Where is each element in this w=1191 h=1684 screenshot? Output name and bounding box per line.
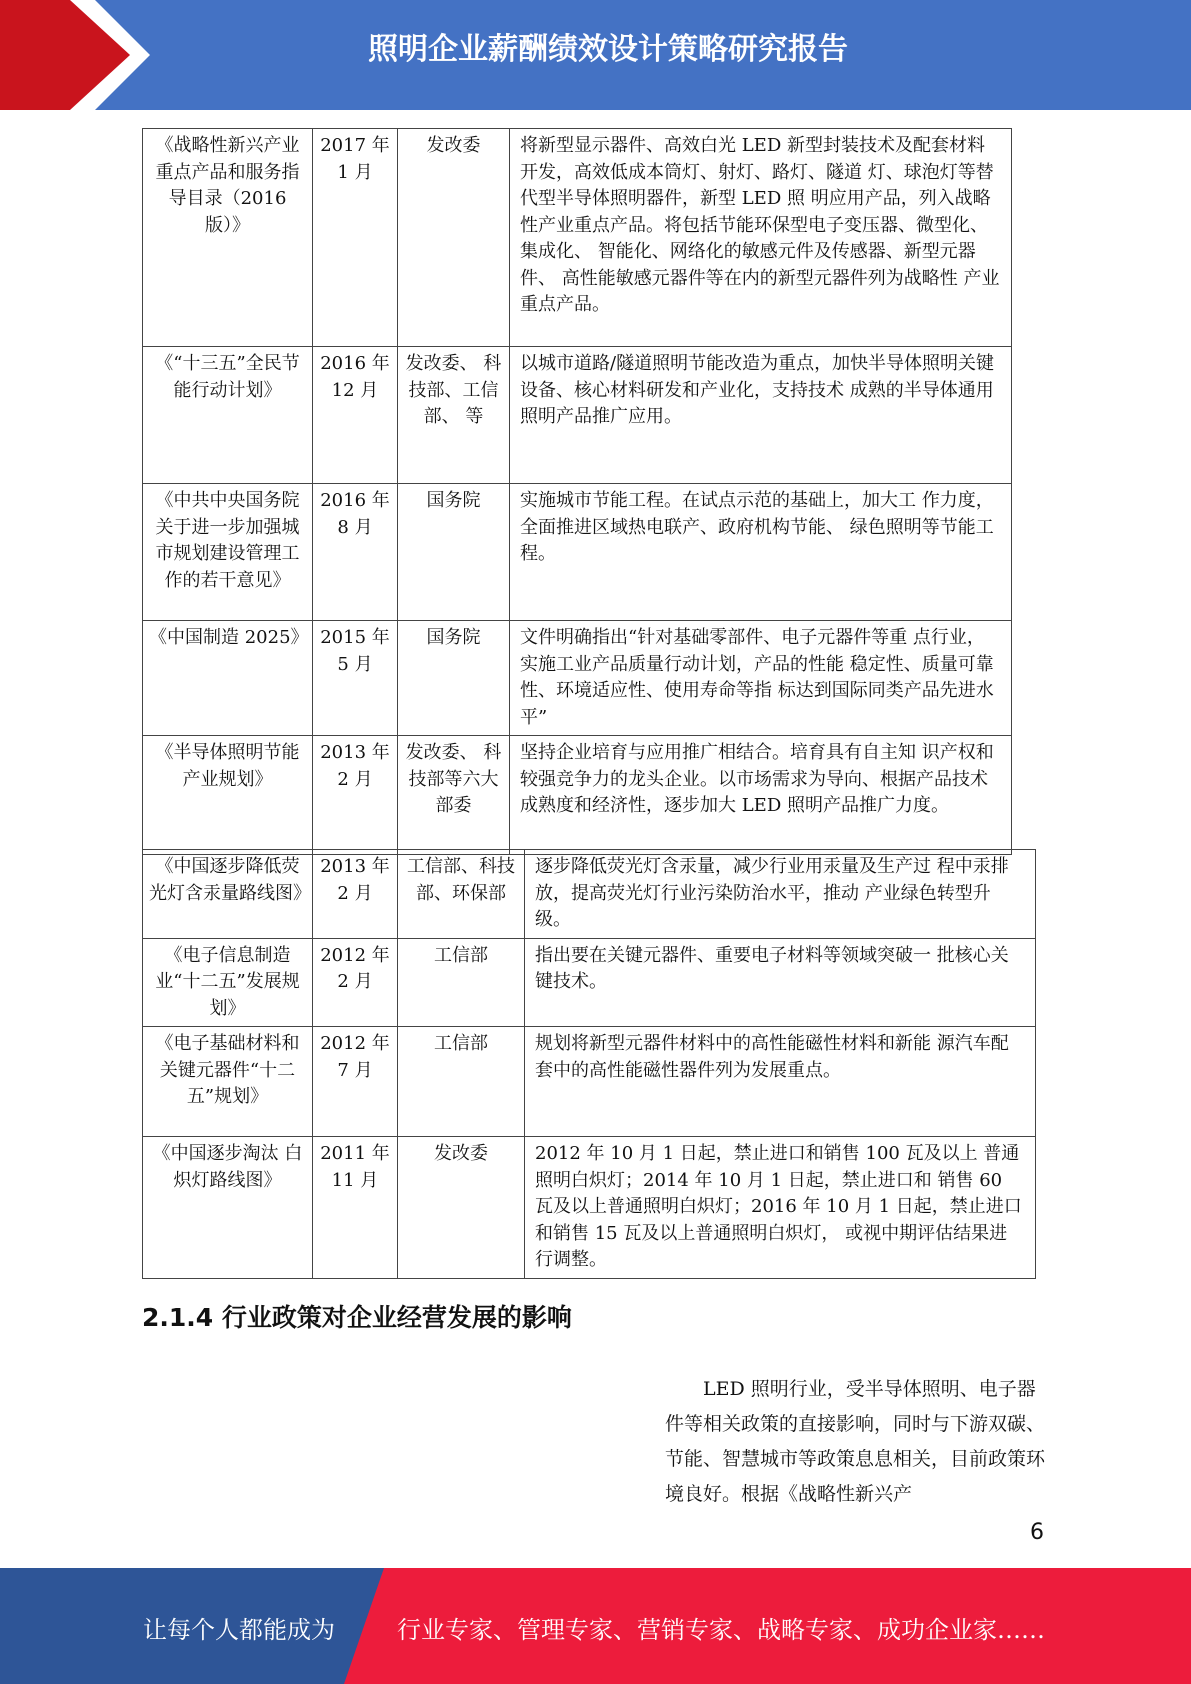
table-row [143, 850, 1036, 939]
issue-date-cell: 2017 年 1 月 [313, 129, 398, 347]
issuing-dept-cell: 发改委 [398, 129, 510, 347]
footer-slogan-left: 让每个人都能成为 [143, 1616, 335, 1644]
issue-date-cell: 2013 年 2 月 [313, 736, 398, 855]
table-row [143, 621, 1012, 736]
policy-content-cell: 指出要在关键元器件、重要电子材料等领域突破一 批核心关键技术。 [525, 938, 1036, 1027]
issue-date-cell: 2015 年 5 月 [313, 621, 398, 736]
issuing-dept-cell: 国务院 [398, 621, 510, 736]
policy-content-cell: 将新型显示器件、高效白光 LED 新型封装技术及配套材料开发，高效低成本筒灯、射灯、路灯、隧道 灯、球泡灯等替代型半导体照明器件，新型 LED 照 明应用产品，列入战略性产业重点产品。将包括节能环保型电子变压器、微型化、集成化、 智能化、网络化的敏感元件及传感器、新型元器件、 高性能敏感元器件等在内的新型元器件列为战略性 产业重点产品。 [510, 129, 1012, 347]
paragraph-text: LED 照明行业，受半导体照明、电子器件等相关政策的直接影响，同时与下游双碳、节能、智慧城市等政策息息相关，目前政策环境良好。根据《战略性新兴产 [665, 1378, 1046, 1505]
policy-name-cell: 《战略性新兴产业重点产品和服务指导目录（2016 版）》 [143, 129, 313, 347]
policy-table-lower [142, 849, 1036, 1279]
policy-name-cell: 《“十三五”全民节能行动计划》 [143, 347, 313, 484]
issuing-dept-cell: 国务院 [398, 484, 510, 621]
policy-name-cell: 《中国逐步降低荧光灯含汞量路线图》 [143, 850, 313, 939]
policy-name-cell: 《中国制造 2025》 [143, 621, 313, 736]
issue-date-cell: 2013 年 2 月 [313, 850, 398, 939]
section-paragraph [665, 1372, 1050, 1512]
issuing-dept-cell: 工信部 [398, 938, 525, 1027]
issuing-dept-cell: 发改委、 科技部、工信部、 等 [398, 347, 510, 484]
header-band [0, 0, 1191, 110]
policy-content-cell: 实施城市节能工程。在试点示范的基础上，加大工 作力度，全面推进区域热电联产、政府机构节能、 绿色照明等节能工程。 [510, 484, 1012, 621]
page-number: 6 [1030, 1520, 1044, 1545]
table-row [143, 347, 1012, 484]
policy-content-cell: 规划将新型元器件材料中的高性能磁性材料和新能 源汽车配套中的高性能磁性器件列为发展重点。 [525, 1027, 1036, 1137]
table-row [143, 129, 1012, 347]
footer-slogan-right: 行业专家、管理专家、营销专家、战略专家、成功企业家…… [397, 1616, 1045, 1644]
table-row [143, 736, 1012, 855]
issuing-dept-cell: 工信部、科技部、环保部 [398, 850, 525, 939]
issue-date-cell: 2016 年 12 月 [313, 347, 398, 484]
policy-name-cell: 《中共中央国务院关于进一步加强城市规划建设管理工作的若干意见》 [143, 484, 313, 621]
issue-date-cell: 2016 年 8 月 [313, 484, 398, 621]
policy-content-cell: 坚持企业培育与应用推广相结合。培育具有自主知 识产权和较强竞争力的龙头企业。以市场需求为导向、根据产品技术成熟度和经济性，逐步加大 LED 照明产品推广力度。 [510, 736, 1012, 855]
policy-name-cell: 《电子基础材料和关键元器件“十二五”规划》 [143, 1027, 313, 1137]
issue-date-cell: 2011 年 11 月 [313, 1137, 398, 1279]
policy-content-cell: 以城市道路/隧道照明节能改造为重点，加快半导体照明关键设备、核心材料研发和产业化，支持技术 成熟的半导体通用照明产品推广应用。 [510, 347, 1012, 484]
policy-name-cell: 《电子信息制造业“十二五”发展规划》 [143, 938, 313, 1027]
document-title: 照明企业薪酬绩效设计策略研究报告 [368, 32, 848, 67]
policy-name-cell: 《半导体照明节能产业规划》 [143, 736, 313, 855]
issue-date-cell: 2012 年 7 月 [313, 1027, 398, 1137]
table-row [143, 1027, 1036, 1137]
policy-name-cell: 《中国逐步淘汰 白炽灯路线图》 [143, 1137, 313, 1279]
table-row [143, 1137, 1036, 1279]
policy-table-upper [142, 128, 1012, 855]
policy-content-cell: 2012 年 10 月 1 日起，禁止进口和销售 100 瓦及以上 普通照明白炽灯；2014 年 10 月 1 日起，禁止进口和 销售 60 瓦及以上普通照明白炽灯；2016 年 10 月 1 日起，禁止进口和销售 15 瓦及以上普通照明白炽灯， 或视中期评估结果进行调整。 [525, 1137, 1036, 1279]
section-heading: 2.1.4 行业政策对企业经营发展的影响 [142, 1303, 572, 1332]
policy-content-cell: 逐步降低荧光灯含汞量，减少行业用汞量及生产过 程中汞排放，提高荧光灯行业污染防治水平，推动 产业绿色转型升级。 [525, 850, 1036, 939]
table-row [143, 484, 1012, 621]
table-row [143, 938, 1036, 1027]
issuing-dept-cell: 发改委、 科技部等六大部委 [398, 736, 510, 855]
issuing-dept-cell: 发改委 [398, 1137, 525, 1279]
issue-date-cell: 2012 年 2 月 [313, 938, 398, 1027]
issuing-dept-cell: 工信部 [398, 1027, 525, 1137]
policy-content-cell: 文件明确指出“针对基础零部件、电子元器件等重 点行业，实施工业产品质量行动计划，产品的性能 稳定性、质量可靠性、环境适应性、使用寿命等指 标达到国际同类产品先进水平” [510, 621, 1012, 736]
